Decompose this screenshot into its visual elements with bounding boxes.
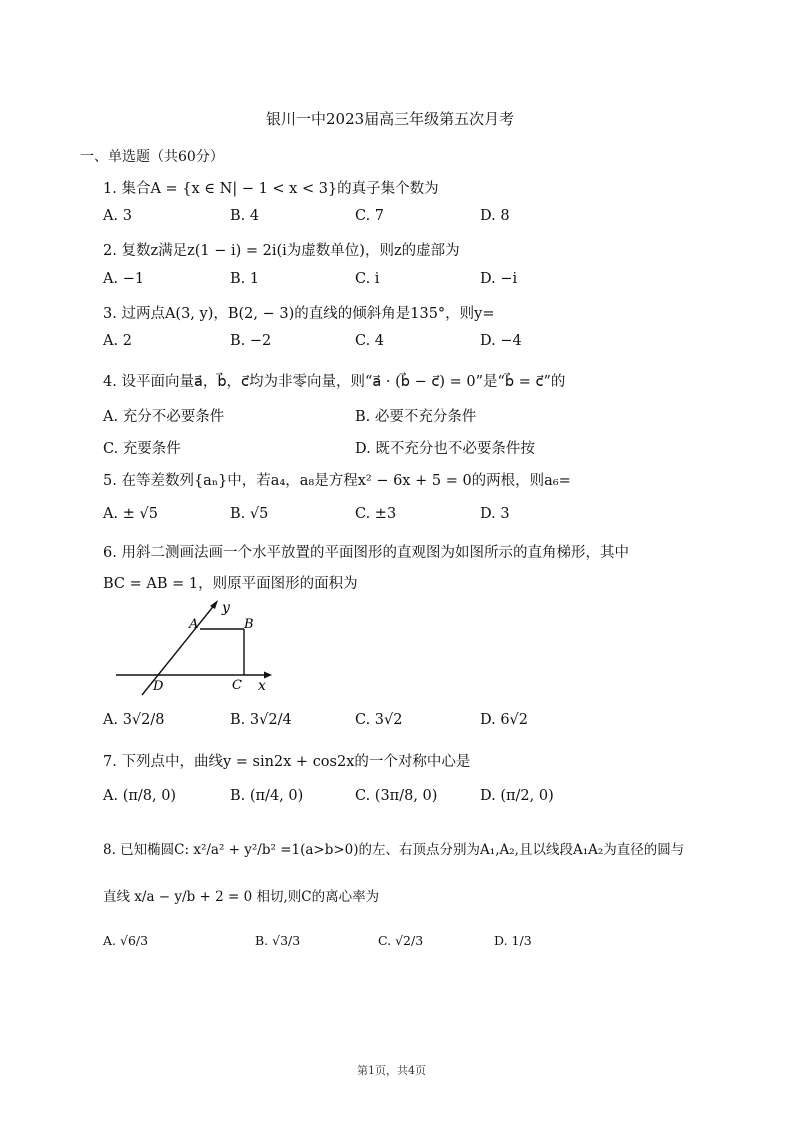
- section-heading: 一、单选题（共60分）: [80, 149, 224, 165]
- question-2-option-c: C. i: [355, 271, 380, 287]
- question-5-option-c: C. ±3: [355, 506, 397, 522]
- question-4-option-b: B. 必要不充分条件: [355, 409, 477, 425]
- question-1-option-a: A. 3: [103, 208, 132, 224]
- question-6-stem-line2: BC = AB = 1，则原平面图形的面积为: [103, 576, 358, 592]
- label-c: C: [232, 678, 242, 693]
- question-2-option-b: B. 1: [230, 271, 260, 287]
- question-7-stem: 7. 下列点中，曲线y = sin2x + cos2x的一个对称中心是: [103, 754, 471, 770]
- question-5-option-a: A. ± √5: [103, 506, 158, 522]
- question-6-option-d: D. 6√2: [480, 712, 529, 728]
- question-7-option-a: A. (π/8, 0): [103, 788, 177, 804]
- question-8-stem-line2: 直线 x/a − y/b + 2 = 0 相切,则C的离心率为: [103, 889, 380, 905]
- question-8-option-c: C. √2/3: [378, 933, 424, 948]
- question-4-option-a: A. 充分不必要条件: [103, 409, 225, 425]
- page-title: 银川一中2023届高三年级第五次月考: [266, 110, 515, 128]
- question-2-option-d: D. −i: [480, 271, 518, 287]
- question-4-option-d: D. 既不充分也不必要条件按: [355, 441, 535, 457]
- question-6-option-c: C. 3√2: [355, 712, 403, 728]
- question-8-option-d: D. 1/3: [494, 933, 532, 948]
- trapezoid-figure: [110, 598, 280, 698]
- question-1-option-c: C. 7: [355, 208, 385, 224]
- page-footer: 第1页，共4页: [357, 1064, 426, 1077]
- question-3-option-d: D. −4: [480, 333, 522, 349]
- question-1-option-b: B. 4: [230, 208, 260, 224]
- question-3-option-b: B. −2: [230, 333, 272, 349]
- question-2-stem: 2. 复数z满足z(1 − i) = 2i(i为虚数单位)，则z的虚部为: [103, 243, 460, 259]
- label-x: x: [258, 678, 266, 694]
- question-2-option-a: A. −1: [103, 271, 145, 287]
- question-7-option-c: C. (3π/8, 0): [355, 788, 438, 804]
- question-5-option-b: B. √5: [230, 506, 269, 522]
- question-5-stem: 5. 在等差数列{aₙ}中，若a₄，a₈是方程x² − 6x + 5 = 0的两根，则a₆=: [103, 473, 571, 489]
- question-3-stem: 3. 过两点A(3, y)，B(2, − 3)的直线的倾斜角是135°，则y=: [103, 306, 495, 322]
- question-4-option-c: C. 充要条件: [103, 441, 181, 457]
- question-8-stem-line1: 8. 已知椭圆C: x²/a² + y²/b² =1(a>b>0)的左、右顶点分别为A₁,A₂,且以线段A₁A₂为直径的圆与: [103, 842, 685, 858]
- question-3-option-a: A. 2: [103, 333, 132, 349]
- question-6-option-b: B. 3√2/4: [230, 712, 292, 728]
- label-b: B: [244, 617, 254, 632]
- y-axis-arrow: [210, 600, 218, 609]
- question-1-stem: 1. 集合A = {x ∈ N| − 1 < x < 3}的真子集个数为: [103, 181, 439, 197]
- label-a: A: [189, 617, 199, 632]
- question-7-option-b: B. (π/4, 0): [230, 788, 304, 804]
- label-y: y: [222, 600, 230, 616]
- question-3-option-c: C. 4: [355, 333, 385, 349]
- label-d: D: [153, 679, 164, 694]
- question-4-stem: 4. 设平面向量a⃗，b⃗，c⃗均为非零向量，则“a⃗ · (b⃗ − c⃗) = 0”是“b⃗ = c⃗”的: [103, 374, 566, 390]
- question-6-stem-line1: 6. 用斜二测画法画一个水平放置的平面图形的直观图为如图所示的直角梯形，其中: [103, 545, 629, 561]
- question-1-option-d: D. 8: [480, 208, 510, 224]
- question-7-option-d: D. (π/2, 0): [480, 788, 554, 804]
- question-5-option-d: D. 3: [480, 506, 510, 522]
- question-6-option-a: A. 3√2/8: [103, 712, 165, 728]
- question-8-option-b: B. √3/3: [255, 933, 301, 948]
- question-8-option-a: A. √6/3: [103, 933, 149, 948]
